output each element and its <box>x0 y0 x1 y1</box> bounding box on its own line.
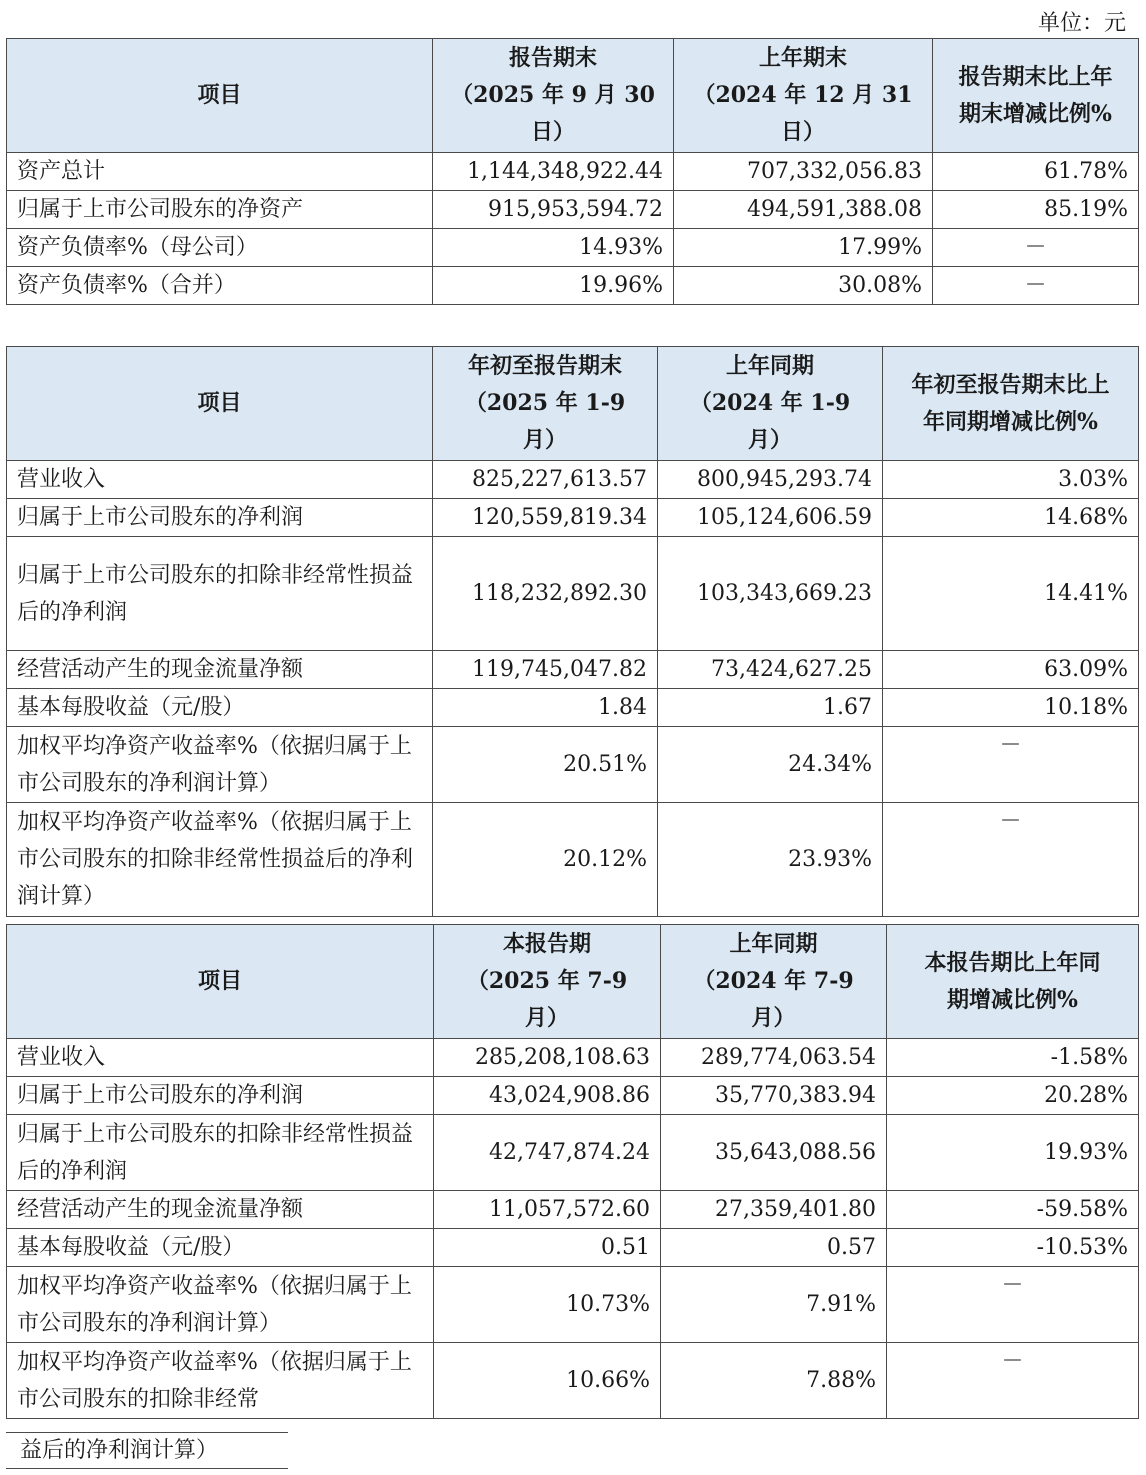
cell-current: 14.93% <box>433 229 674 267</box>
table-row <box>7 229 1139 267</box>
cell-current: 1,144,348,922.44 <box>433 153 674 191</box>
header-line: （2024 年 7-9 <box>693 968 854 994</box>
cell-item: 基本每股收益（元/股） <box>7 1229 434 1267</box>
table-row <box>7 461 1139 499</box>
header-line: （2025 年 7-9 <box>466 968 628 994</box>
header-line: 日） <box>530 119 575 145</box>
table-row <box>7 267 1139 305</box>
cell-prior: 30.08% <box>674 267 933 305</box>
header-line: 期增减比例% <box>947 986 1078 1013</box>
header-line: 月） <box>522 427 567 453</box>
cell-change: 63.09% <box>883 651 1139 689</box>
header-item <box>7 925 434 1039</box>
cell-change: － <box>883 727 1139 803</box>
cell-prior: 707,332,056.83 <box>674 153 933 191</box>
cell-item: 加权平均净资产收益率%（依据归属于上市公司股东的净利润计算） <box>7 727 433 803</box>
cell-item: 归属于上市公司股东的净利润 <box>7 499 433 537</box>
header-line: 上年同期 <box>725 353 814 379</box>
cell-current: 1.84 <box>433 689 658 727</box>
cell-prior: 7.91% <box>661 1267 887 1343</box>
cell-item: 经营活动产生的现金流量净额 <box>7 1191 434 1229</box>
cell-prior: 35,770,383.94 <box>661 1077 887 1115</box>
header-prior <box>658 347 883 461</box>
cell-current: 120,559,819.34 <box>433 499 658 537</box>
table-row <box>7 1191 1139 1229</box>
cell-change: 14.41% <box>883 537 1139 651</box>
cell-prior: 7.88% <box>661 1343 887 1419</box>
cell-current: 10.73% <box>434 1267 661 1343</box>
header-line: 上年同期 <box>729 931 818 957</box>
header-change <box>883 347 1139 461</box>
header-line: 年初至报告期末比上 <box>911 371 1110 398</box>
cell-item: 归属于上市公司股东的扣除非经常性损益后的净利润 <box>7 1115 434 1191</box>
cell-prior: 289,774,063.54 <box>661 1039 887 1077</box>
cell-item: 加权平均净资产收益率%（依据归属于上市公司股东的净利润计算） <box>7 1267 434 1343</box>
table-row <box>7 537 1139 651</box>
header-line: 本报告期 <box>502 931 591 957</box>
cell-item: 归属于上市公司股东的净资产 <box>7 191 433 229</box>
header-current <box>433 39 674 153</box>
table-row <box>7 1267 1139 1343</box>
header-line: 月） <box>747 427 792 453</box>
header-line: （2025 年 1-9 <box>464 390 626 416</box>
header-line: 上年期末 <box>758 45 847 71</box>
unit-label: 单位：元 <box>1038 11 1127 36</box>
header-prior <box>661 925 887 1039</box>
cell-item: 加权平均净资产收益率%（依据归属于上市公司股东的扣除非经常性损益后的净利润计算） <box>7 803 433 917</box>
header-line: 年初至报告期末 <box>467 353 622 379</box>
table-row <box>7 499 1139 537</box>
table-header-row <box>7 347 1139 461</box>
cell-change: 10.18% <box>883 689 1139 727</box>
header-line: 项目 <box>197 968 242 994</box>
header-change <box>933 39 1139 153</box>
table-header-row <box>7 39 1139 153</box>
table-row <box>7 651 1139 689</box>
cell-change: 19.93% <box>887 1115 1139 1191</box>
table-row <box>7 689 1139 727</box>
table-row <box>7 1039 1139 1077</box>
cell-item: 资产负债率%（母公司） <box>7 229 433 267</box>
header-item <box>7 347 433 461</box>
cell-item: 归属于上市公司股东的净利润 <box>7 1077 434 1115</box>
cell-current: 118,232,892.30 <box>433 537 658 651</box>
cell-change: 61.78% <box>933 153 1139 191</box>
header-line: 项目 <box>197 82 242 108</box>
header-current <box>434 925 661 1039</box>
cell-item: 基本每股收益（元/股） <box>7 689 433 727</box>
cell-current: 119,745,047.82 <box>433 651 658 689</box>
cell-change: 20.28% <box>887 1077 1139 1115</box>
header-line: 本报告期比上年同 <box>924 949 1101 976</box>
table-row <box>7 803 1139 917</box>
cell-change: 3.03% <box>883 461 1139 499</box>
header-line: 日） <box>780 119 825 145</box>
cell-change: 85.19% <box>933 191 1139 229</box>
cell-current: 0.51 <box>434 1229 661 1267</box>
header-line: 报告期末 <box>508 45 597 71</box>
header-line: 月） <box>751 1005 796 1031</box>
ytd-table <box>6 346 1139 917</box>
cell-prior: 1.67 <box>658 689 883 727</box>
cell-change: － <box>933 229 1139 267</box>
header-line: 月） <box>524 1005 569 1031</box>
table-row <box>7 1229 1139 1267</box>
cell-change: -59.58% <box>887 1191 1139 1229</box>
cell-change: -10.53% <box>887 1229 1139 1267</box>
cell-item: 经营活动产生的现金流量净额 <box>7 651 433 689</box>
cell-prior: 23.93% <box>658 803 883 917</box>
table-header-row <box>7 925 1139 1039</box>
header-item <box>7 39 433 153</box>
header-line: 年同期增减比例% <box>923 408 1098 435</box>
cell-item: 加权平均净资产收益率%（依据归属于上市公司股东的扣除非经常 <box>7 1343 434 1419</box>
cell-current: 19.96% <box>433 267 674 305</box>
cell-change: － <box>887 1343 1139 1419</box>
cell-prior: 35,643,088.56 <box>661 1115 887 1191</box>
cell-prior: 17.99% <box>674 229 933 267</box>
cell-item: 归属于上市公司股东的扣除非经常性损益后的净利润 <box>7 537 433 651</box>
cell-current: 11,057,572.60 <box>434 1191 661 1229</box>
cell-change: 14.68% <box>883 499 1139 537</box>
continuation-text: 益后的净利润计算） <box>6 1432 288 1469</box>
cell-item: 营业收入 <box>7 1039 434 1077</box>
cell-current: 10.66% <box>434 1343 661 1419</box>
header-prior <box>674 39 933 153</box>
header-current <box>433 347 658 461</box>
header-line: 项目 <box>197 390 242 416</box>
cell-change: － <box>883 803 1139 917</box>
cell-item: 资产总计 <box>7 153 433 191</box>
header-line: （2024 年 12 月 31 <box>693 82 913 108</box>
header-line: 期末增减比例% <box>959 100 1112 127</box>
table-row <box>7 1077 1139 1115</box>
balance-table <box>6 38 1139 305</box>
cell-change: － <box>887 1267 1139 1343</box>
cell-prior: 24.34% <box>658 727 883 803</box>
cell-prior: 105,124,606.59 <box>658 499 883 537</box>
table-row <box>7 727 1139 803</box>
header-line: 报告期末比上年 <box>958 63 1113 90</box>
cell-prior: 103,343,669.23 <box>658 537 883 651</box>
cell-prior: 0.57 <box>661 1229 887 1267</box>
table-row <box>7 153 1139 191</box>
table-row <box>7 1343 1139 1419</box>
cell-prior: 494,591,388.08 <box>674 191 933 229</box>
cell-current: 42,747,874.24 <box>434 1115 661 1191</box>
cell-item: 资产负债率%（合并） <box>7 267 433 305</box>
cell-current: 20.51% <box>433 727 658 803</box>
header-line: （2025 年 9 月 30 <box>451 82 655 108</box>
cell-change: － <box>933 267 1139 305</box>
header-change <box>887 925 1139 1039</box>
cell-current: 43,024,908.86 <box>434 1077 661 1115</box>
cell-prior: 800,945,293.74 <box>658 461 883 499</box>
cell-prior: 73,424,627.25 <box>658 651 883 689</box>
cell-current: 915,953,594.72 <box>433 191 674 229</box>
table-row <box>7 191 1139 229</box>
table-row <box>7 1115 1139 1191</box>
header-line: （2024 年 1-9 <box>689 390 851 416</box>
quarter-table <box>6 924 1139 1419</box>
cell-current: 20.12% <box>433 803 658 917</box>
cell-change: -1.58% <box>887 1039 1139 1077</box>
cell-item: 营业收入 <box>7 461 433 499</box>
cell-current: 825,227,613.57 <box>433 461 658 499</box>
cell-prior: 27,359,401.80 <box>661 1191 887 1229</box>
cell-current: 285,208,108.63 <box>434 1039 661 1077</box>
